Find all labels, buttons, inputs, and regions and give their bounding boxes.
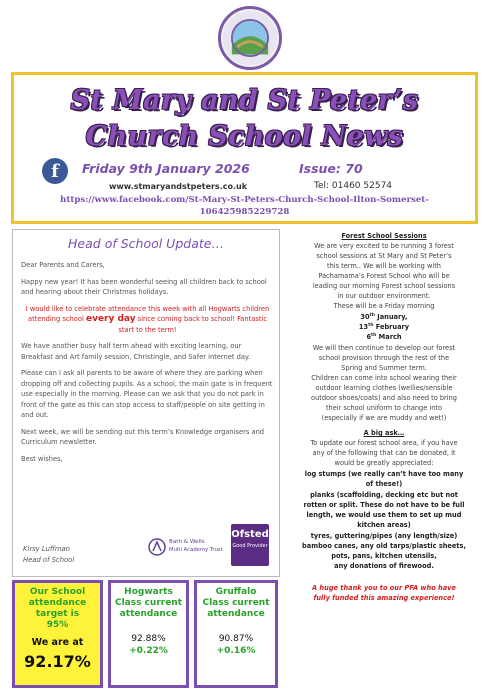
trust-name: Bath & Wells <box>169 539 205 545</box>
school-attendance-heading <box>15 587 100 631</box>
school-attendance-box <box>12 580 103 688</box>
date-day: 6 <box>366 333 372 341</box>
forest-line: We are very excited to be running 3 forest <box>314 242 454 250</box>
forest-line: We will then continue to develop our forest <box>312 344 456 352</box>
heading-line: attendance <box>28 598 87 608</box>
forest-line: Pachamama’s Forest School who will be <box>318 272 450 280</box>
donation-item: any donations of firewood. <box>334 562 434 570</box>
issue-number: Issue: 70 <box>299 161 363 176</box>
thank-you-line: A huge thank you to our PFA who have <box>312 584 456 592</box>
gruffalo-heading <box>197 587 275 620</box>
newsletter-header <box>11 72 478 224</box>
head-of-school-title: Head of School Update… <box>68 236 224 251</box>
date-month: February <box>373 323 410 331</box>
celebration-text-a: I would like to celebrate attendance this week with all Hogwarts children attending school <box>25 304 270 323</box>
celebration-emphasis: every day <box>85 314 136 324</box>
donation-item: kitchen areas) <box>357 521 411 529</box>
gruffalo-attendance-value: 90.87% <box>218 634 254 644</box>
forest-line: leading our morning Forest school sessions <box>312 282 456 290</box>
heading-line: target is <box>35 609 80 619</box>
greeting: Dear Parents and Carers, <box>21 261 105 269</box>
gruffalo-attendance-change: +0.16% <box>216 646 256 656</box>
head-of-school-update <box>12 229 280 577</box>
forest-line: outdoor learning clothes (wellies/sensible <box>315 384 453 392</box>
facebook-url[interactable] <box>32 194 457 218</box>
thank-you-line: fully funded this amazing experience! <box>313 594 455 602</box>
forest-line: These will be a Friday morning <box>333 302 435 310</box>
donation-item: pots, pans, kitchen utensils, <box>331 552 437 560</box>
newsletter-title-line1: St Mary and St Peter’s <box>70 85 419 116</box>
facebook-url-line1[interactable]: https://www.facebook.com/St-Mary-St-Peters-Church-School-Ilton-Somerset- <box>60 195 429 205</box>
school-attendance-value: 92.17% <box>24 652 91 671</box>
forest-line: school sessions at St Mary and St Peter’s <box>316 252 452 260</box>
forest-heading: Forest School Sessions <box>341 232 427 240</box>
heading-line: Class current <box>114 598 183 608</box>
heading-line: attendance <box>119 609 178 619</box>
ofsted-label: Ofsted <box>231 529 269 540</box>
donation-item: length, we would use them to set up mud <box>306 511 462 519</box>
paragraph-4: Next week, we will be sending out this term’s Knowledge organisers and Curriculum newsletter. <box>21 427 265 446</box>
big-ask-heading: A big ask… <box>363 429 405 437</box>
paragraph-1: Happy new year! It has been wonderful seeing all children back to school and hearing about their Christmas holidays. <box>21 277 267 296</box>
forest-line: To update our forest school area, if you have <box>310 439 458 447</box>
forest-date-1 <box>286 313 482 323</box>
hogwarts-heading <box>111 587 186 620</box>
forest-date-2 <box>286 323 482 333</box>
ofsted-grade: Good Provider <box>232 543 268 549</box>
ofsted-badge <box>231 524 269 566</box>
hogwarts-attendance-box <box>108 580 189 688</box>
forest-date-3 <box>286 333 482 343</box>
trust-mark-icon <box>148 538 166 556</box>
forest-line: would be greatly appreciated: <box>334 459 434 467</box>
head-of-school-body <box>21 260 274 470</box>
donation-item: log stumps (we really can’t have too many <box>304 470 464 478</box>
date-suffix: th <box>371 332 377 338</box>
forest-line: this term.. We will be working with <box>327 262 441 270</box>
attendance-celebration <box>21 304 274 336</box>
website-link[interactable]: www.stmaryandstpeters.co.uk <box>109 182 248 191</box>
newsletter-title-line2: Church School News <box>85 121 404 152</box>
forest-line: outdoor shoes/coats) and also need to bring <box>311 394 457 402</box>
school-logo <box>218 6 282 70</box>
donation-item: tyres, guttering/pipes (any length/size) <box>310 532 458 540</box>
forest-line: any of the following that can be donated, it <box>312 449 456 457</box>
signature-block <box>23 544 74 566</box>
issue-date: Friday 9th January 2026 <box>82 161 250 176</box>
telephone: Tel: 01460 52574 <box>314 181 393 191</box>
signature-role: Head of School <box>23 556 75 564</box>
donation-item: rotten or split. These do not have to be full <box>303 501 465 509</box>
forest-school-section <box>286 232 482 672</box>
hogwarts-attendance-change: +0.22% <box>129 646 168 656</box>
trust-logo <box>148 536 228 558</box>
paragraph-2: We have another busy half term ahead with exciting learning, our Breakfast and Art family session, Christingle, and Safer internet day. <box>21 342 251 361</box>
date-suffix: th <box>368 322 374 328</box>
donation-item: bamboo canes, any old tarps/plastic sheets, <box>302 542 466 550</box>
date-month: March <box>376 333 402 341</box>
heading-line: Hogwarts <box>124 587 173 597</box>
heading-line: Gruffalo <box>215 587 257 597</box>
hogwarts-attendance-value: 92.88% <box>131 634 166 644</box>
date-suffix: th <box>369 312 375 318</box>
donation-item: planks (scaffolding, decking etc but not <box>310 491 458 499</box>
signoff: Best wishes, <box>21 454 63 463</box>
forest-line: in our outdoor environment. <box>337 292 431 300</box>
heading-line: Class current <box>202 598 270 608</box>
signature-name: Kirsy Luffman <box>23 545 70 553</box>
heading-line: Our School <box>29 587 86 597</box>
donation-item: of these!) <box>365 480 403 488</box>
facebook-url-line2[interactable]: 106425985229728 <box>199 207 290 217</box>
heading-line: attendance <box>207 609 265 619</box>
forest-line: Children can come into school wearing their <box>311 374 457 382</box>
forest-line: (especially if we are muddy and wet!) <box>321 414 447 422</box>
celebration-text-b: since coming back to school! Fantastic start to the term! <box>118 315 268 334</box>
gruffalo-attendance-box <box>194 580 278 688</box>
forest-line: Spring and Summer term. <box>341 364 427 372</box>
trust-type: Multi Academy Trust <box>169 547 223 553</box>
attendance-target: 95% <box>46 620 69 630</box>
date-month: January, <box>374 313 408 321</box>
facebook-icon[interactable]: f <box>42 158 68 184</box>
forest-line: school provision through the rest of the <box>318 354 450 362</box>
forest-line: their school uniform to change into <box>325 404 443 412</box>
date-day: 13 <box>358 323 369 331</box>
current-label: We are at <box>31 637 84 648</box>
date-day: 30 <box>360 313 370 321</box>
paragraph-3: Please can I ask all parents to be aware of where they are parking when dropping off and collecting pupils. As a school, the main gate is in frequent use especially in the morning. Please can we ask that you do not park in front of the gate as this can stop access to staff/people on site getting in and out. <box>21 369 273 419</box>
